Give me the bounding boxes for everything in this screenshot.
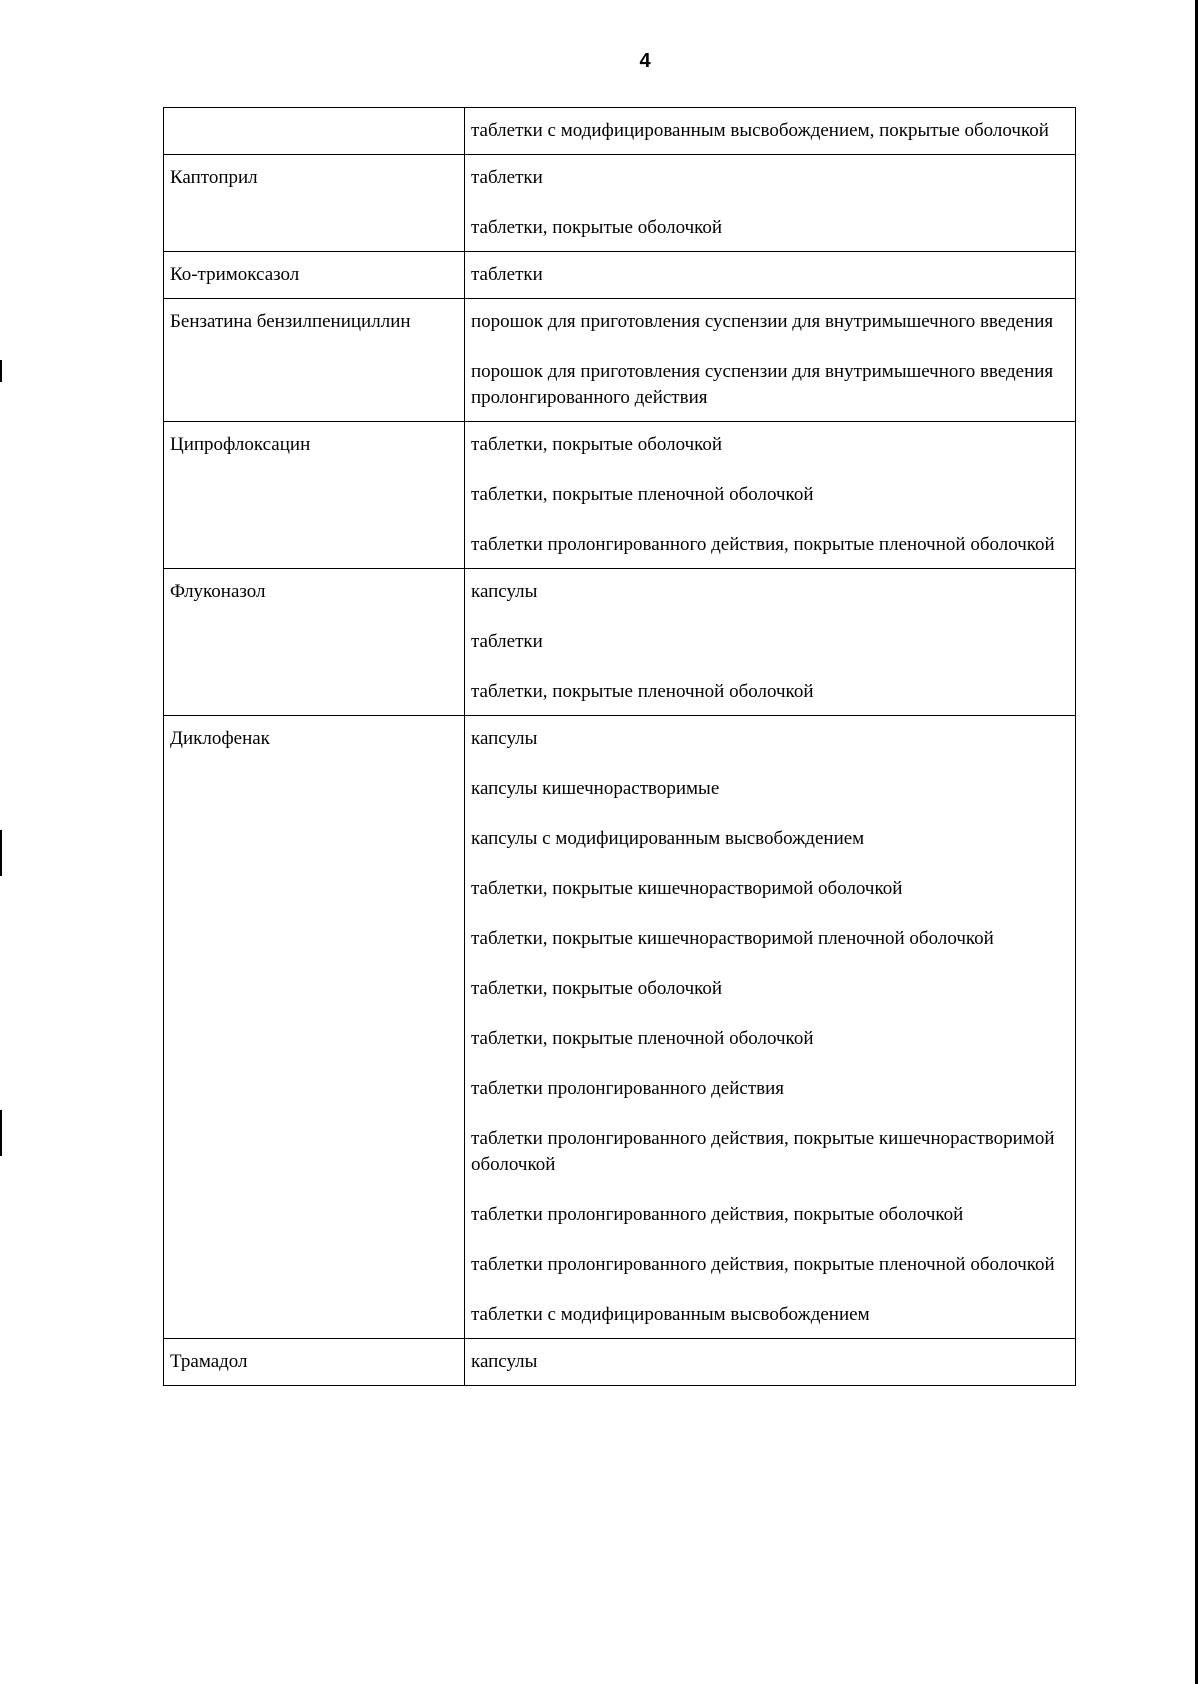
scan-edge-line [1195, 0, 1198, 1684]
table-row [164, 422, 1076, 569]
scan-mark [0, 830, 2, 876]
dosage-form: таблетки с модифицированным высвобождением [471, 1304, 870, 1325]
table-row [164, 108, 1076, 155]
dosage-forms-cell [465, 108, 1076, 155]
dosage-form: таблетки, покрытые оболочкой [471, 978, 723, 999]
dosage-forms-cell [465, 716, 1076, 1339]
table-row [164, 1339, 1076, 1386]
dosage-form: таблетки пролонгированного действия [471, 1078, 784, 1099]
dosage-form: капсулы с модифицированным высвобождением [471, 828, 865, 849]
dosage-forms-cell [465, 299, 1076, 422]
drug-name-cell: Ципрофлоксацин [164, 422, 465, 569]
dosage-form: таблетки, покрытые кишечнорастворимой пленочной оболочкой [471, 928, 994, 949]
drug-name-cell: Флуконазол [164, 569, 465, 716]
dosage-form: таблетки с модифицированным высвобождением, покрытые оболочкой [471, 120, 1049, 141]
drug-name-cell: Трамадол [164, 1339, 465, 1386]
table-row [164, 155, 1076, 252]
dosage-form: таблетки, покрытые пленочной оболочкой [471, 484, 814, 505]
dosage-form: таблетки, покрытые оболочкой [471, 217, 723, 238]
dosage-form: таблетки, покрытые пленочной оболочкой [471, 1028, 814, 1049]
drug-name-cell: Диклофенак [164, 716, 465, 1339]
dosage-forms-cell [465, 1339, 1076, 1386]
dosage-form: таблетки, покрытые пленочной оболочкой [471, 681, 814, 702]
table-row [164, 299, 1076, 422]
dosage-form: таблетки [471, 167, 543, 188]
dosage-form: таблетки [471, 631, 543, 652]
scan-mark [0, 360, 2, 382]
table-row [164, 716, 1076, 1339]
dosage-forms-cell [465, 155, 1076, 252]
dosage-forms-cell [465, 252, 1076, 299]
drug-name-cell: Бензатина бензилпенициллин [164, 299, 465, 422]
dosage-form: порошок для приготовления суспензии для внутримышечного введения [471, 311, 1054, 332]
drug-name-cell: Каптоприл [164, 155, 465, 252]
dosage-form: таблетки пролонгированного действия, покрытые оболочкой [471, 1204, 964, 1225]
dosage-form: таблетки пролонгированного действия, покрытые пленочной оболочкой [471, 1254, 1055, 1275]
drug-name-cell [164, 108, 465, 155]
dosage-form: капсулы [471, 728, 538, 749]
page-number: 4 [639, 50, 651, 72]
drug-forms-table [163, 107, 1076, 1386]
scan-mark [0, 1110, 2, 1156]
dosage-form: таблетки пролонгированного действия, покрытые пленочной оболочкой [471, 534, 1055, 555]
dosage-form: таблетки, покрытые кишечнорастворимой оболочкой [471, 878, 903, 899]
dosage-form: капсулы кишечнорастворимые [471, 778, 720, 799]
dosage-form: капсулы [471, 581, 538, 602]
dosage-form: порошок для приготовления суспензии для внутримышечного введения пролонгированного действия [471, 361, 1054, 408]
table-row [164, 252, 1076, 299]
dosage-form: таблетки [471, 264, 543, 285]
dosage-forms-cell [465, 569, 1076, 716]
dosage-form: капсулы [471, 1351, 538, 1372]
table-row [164, 569, 1076, 716]
dosage-forms-cell [465, 422, 1076, 569]
dosage-form: таблетки пролонгированного действия, покрытые кишечнорастворимой оболочкой [471, 1128, 1055, 1175]
drug-name-cell: Ко-тримоксазол [164, 252, 465, 299]
dosage-form: таблетки, покрытые оболочкой [471, 434, 723, 455]
